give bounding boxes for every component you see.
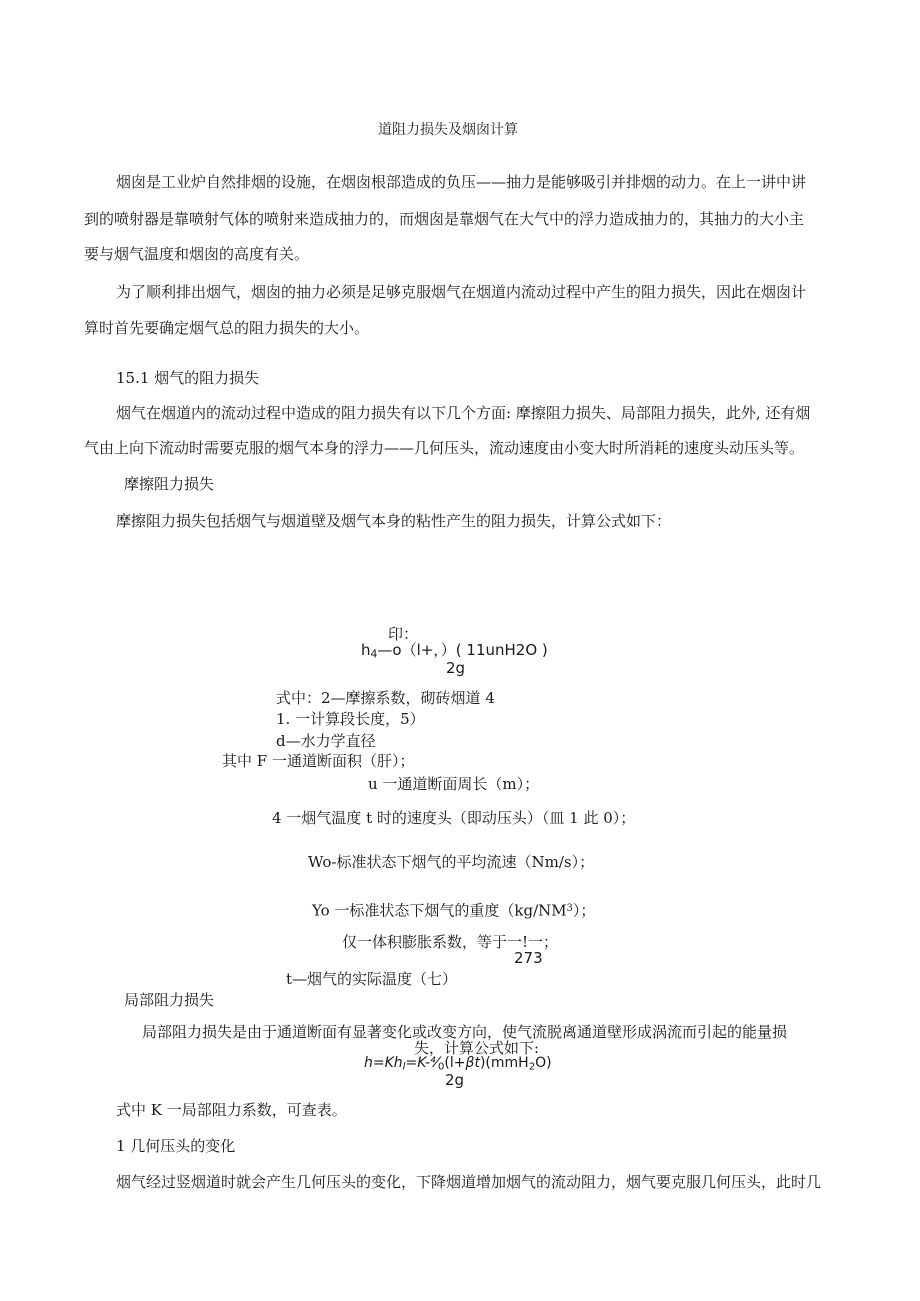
definition-line: 仅一体积膨胀系数，等于一!一； [342, 933, 559, 951]
paragraph-line: 到的喷射器是靠喷射气体的喷射来造成抽力的，而烟囱是靠烟气在大气中的浮力造成抽力的，其抽力的大小主 [84, 210, 805, 228]
definition-superscript: 3 [566, 903, 573, 914]
paragraph-line: 烟气经过竖烟道时就会产生几何压头的变化，下降烟道增加烟气的流动阻力，烟气要克服几何压头，此时几 [116, 1173, 822, 1191]
definition-line: t—烟气的实际温度（七） [286, 970, 458, 988]
definition-line: 4 一烟气温度 t 时的速度头（即动压头）（皿 1 此 0）； [272, 809, 636, 827]
paragraph-line: 要与烟气温度和烟囱的高度有关。 [84, 245, 310, 263]
formula-part: (l+ [444, 1055, 466, 1071]
section-heading: 15.1 烟气的阻力损失 [116, 369, 260, 387]
formula-denominator: 2g [445, 1071, 465, 1089]
definition-line: 其中 F 一通道断面积（肝）； [222, 752, 415, 770]
page-title: 道阻力损失及烟囱计算 [378, 122, 518, 138]
definition-text: Yo 一标准状态下烟气的重度（kg/NM [312, 901, 567, 920]
formula-part: =K-⁴⁄ [405, 1055, 438, 1071]
paragraph-line: 失，计算公式如下: [414, 1039, 540, 1057]
paragraph-line: 式中 K 一局部阻力系数，可查表。 [116, 1101, 347, 1119]
definition-line: u 一通道断面周长（m）； [368, 775, 540, 793]
definition-line [312, 899, 595, 920]
definition-line: d—水力学直径 [276, 732, 376, 750]
definition-line: Wo-标准状态下烟气的平均流速（Nm/s）； [308, 853, 595, 871]
paragraph-line: 烟气在烟道内的流动过程中造成的阻力损失有以下几个方面: 摩擦阻力损失、局部阻力损失，此外, 还有烟 [116, 404, 811, 422]
formula-subscript: 4 [370, 647, 378, 661]
paragraph-line: 气由上向下流动时需要克服的烟气本身的浮力——几何压头，流动速度由小变大时所消耗的速度头动压头等。 [84, 439, 805, 457]
formula-symbol: h [361, 641, 371, 659]
formula-subscript: 2 [528, 1061, 536, 1073]
formula-body: —o（l+，）( 11unH2O ) [377, 641, 548, 659]
formula-part: O) [535, 1055, 552, 1071]
paragraph-line: 局部阻力损失是由于通道断面有显著变化或改变方向，使气流脱离通道壁形成涡流而引起的能量损 [142, 1023, 788, 1041]
formula-subscript: 0 [438, 1061, 445, 1073]
definition-line: 1. 一计算段长度，5） [276, 710, 425, 728]
definition-line: 式中：2—摩擦系数，砌砖烟道 4 [276, 689, 495, 707]
definition-denominator: 273 [514, 949, 543, 967]
formula-denominator: 2g [446, 659, 466, 677]
subsection-heading: 摩擦阻力损失 [124, 475, 215, 493]
formula-subscript: l [402, 1061, 406, 1073]
paragraph-line: 为了顺利排出烟气，烟囱的抽力必须是足够克服烟气在烟道内流动过程中产生的阻力损失，因此在烟囱计 [116, 283, 807, 301]
paragraph-line: 算时首先要确定烟气总的阻力损失的大小。 [84, 319, 370, 337]
formula-part: βt [465, 1055, 480, 1071]
subsection-heading: 局部阻力损失 [124, 991, 215, 1009]
formula-top: 印： [388, 625, 419, 643]
paragraph-line: 烟囱是工业炉自然排烟的设施，在烟囱根部造成的负压——抽力是能够吸引并排烟的动力。在上一讲中讲 [116, 173, 807, 191]
paragraph-line: 摩擦阻力损失包括烟气与烟道壁及烟气本身的粘性产生的阻力损失，计算公式如下： [116, 512, 672, 530]
subsection-heading: 1 几何压头的变化 [116, 1137, 236, 1155]
formula-part: )(mmH [479, 1055, 529, 1071]
formula-part: h=Kh [364, 1055, 403, 1071]
definition-text: ）； [572, 901, 596, 920]
